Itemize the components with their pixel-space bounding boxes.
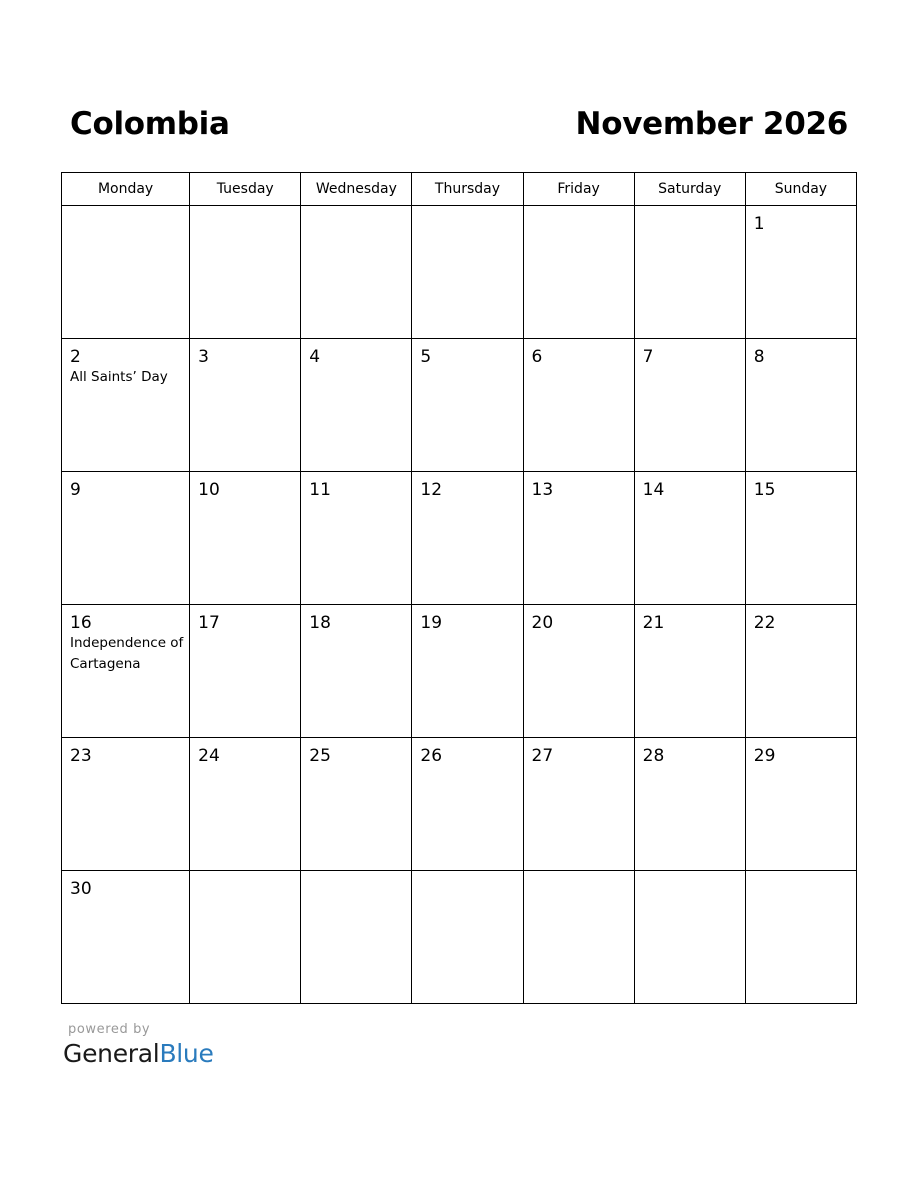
day-cell: [62, 871, 190, 1004]
day-number: 1: [753, 214, 765, 234]
week-row: [62, 339, 857, 472]
day-cell: [190, 738, 301, 871]
day-number: 19: [420, 613, 443, 633]
day-number: 30: [70, 879, 92, 899]
day-cell: [634, 339, 745, 472]
powered-by-label: powered by: [68, 1022, 151, 1037]
day-cell: [523, 472, 634, 605]
weekday-header: Friday: [523, 173, 634, 206]
day-cell: [301, 871, 412, 1004]
day-cell: [745, 472, 856, 605]
day-number: 13: [531, 480, 554, 500]
day-number: 24: [198, 746, 220, 766]
weekday-header: Saturday: [634, 173, 745, 206]
day-cell: [745, 871, 856, 1004]
day-cell: [634, 738, 745, 871]
calendar-grid: [61, 172, 857, 1004]
brand-part-general: General: [63, 1039, 160, 1068]
day-number: 17: [198, 613, 220, 633]
weekday-header: Monday: [62, 173, 190, 206]
day-number: 21: [642, 613, 665, 633]
day-cell: [190, 605, 301, 738]
day-cell: [62, 472, 190, 605]
day-number: 22: [753, 613, 776, 633]
day-cell: [412, 738, 523, 871]
day-number: 29: [753, 746, 776, 766]
day-cell: [190, 206, 301, 339]
generalblue-logo: [63, 1038, 214, 1070]
day-cell: [62, 605, 190, 738]
day-cell: [412, 339, 523, 472]
day-cell: [190, 339, 301, 472]
day-cell: [523, 871, 634, 1004]
weekday-header: Tuesday: [190, 173, 301, 206]
day-number: 8: [753, 347, 765, 367]
day-number: 7: [642, 347, 654, 367]
day-number: 10: [198, 480, 220, 500]
day-number: 5: [420, 347, 432, 367]
day-cell: [301, 206, 412, 339]
day-number: 16: [70, 613, 92, 633]
day-number: 18: [309, 613, 331, 633]
day-cell: [634, 206, 745, 339]
day-cell: [301, 339, 412, 472]
weekday-header: Sunday: [745, 173, 856, 206]
week-row: [62, 605, 857, 738]
country-title: Colombia: [70, 106, 230, 142]
day-cell: [634, 871, 745, 1004]
month-year-title: November 2026: [575, 106, 848, 142]
week-row: [62, 472, 857, 605]
day-cell: [301, 472, 412, 605]
day-number: 20: [531, 613, 554, 633]
day-cell: [412, 472, 523, 605]
day-number: 3: [198, 347, 209, 367]
day-cell: [745, 605, 856, 738]
weekday-header-row: [62, 173, 857, 206]
day-cell: [301, 738, 412, 871]
day-number: 26: [420, 746, 443, 766]
day-cell: [745, 738, 856, 871]
day-number: 6: [531, 347, 543, 367]
weekday-header: Wednesday: [301, 173, 412, 206]
day-number: 2: [70, 347, 81, 367]
weekday-header: Thursday: [412, 173, 523, 206]
brand-part-blue: Blue: [159, 1039, 214, 1068]
day-number: 27: [531, 746, 554, 766]
day-cell: [523, 605, 634, 738]
day-cell: [523, 206, 634, 339]
day-cell: [523, 738, 634, 871]
day-number: 12: [420, 480, 443, 500]
day-cell: [301, 605, 412, 738]
holiday-label: Independence of Cartagena: [70, 635, 184, 672]
week-row: [62, 206, 857, 339]
day-number: 11: [309, 480, 331, 500]
day-cell: [745, 206, 856, 339]
day-number: 25: [309, 746, 331, 766]
day-number: 15: [753, 480, 776, 500]
week-row: [62, 738, 857, 871]
holiday-label: All Saints’ Day: [70, 369, 168, 385]
day-cell: [190, 472, 301, 605]
day-cell: [523, 339, 634, 472]
day-number: 14: [642, 480, 665, 500]
day-cell: [62, 738, 190, 871]
day-cell: [412, 206, 523, 339]
week-row: [62, 871, 857, 1004]
day-cell: [412, 871, 523, 1004]
day-cell: [634, 472, 745, 605]
day-cell: [62, 206, 190, 339]
day-cell: [190, 871, 301, 1004]
day-number: 28: [642, 746, 665, 766]
day-number: 9: [70, 480, 81, 500]
day-cell: [634, 605, 745, 738]
day-number: 23: [70, 746, 92, 766]
day-cell: [62, 339, 190, 472]
day-cell: [745, 339, 856, 472]
day-number: 4: [309, 347, 321, 367]
day-cell: [412, 605, 523, 738]
